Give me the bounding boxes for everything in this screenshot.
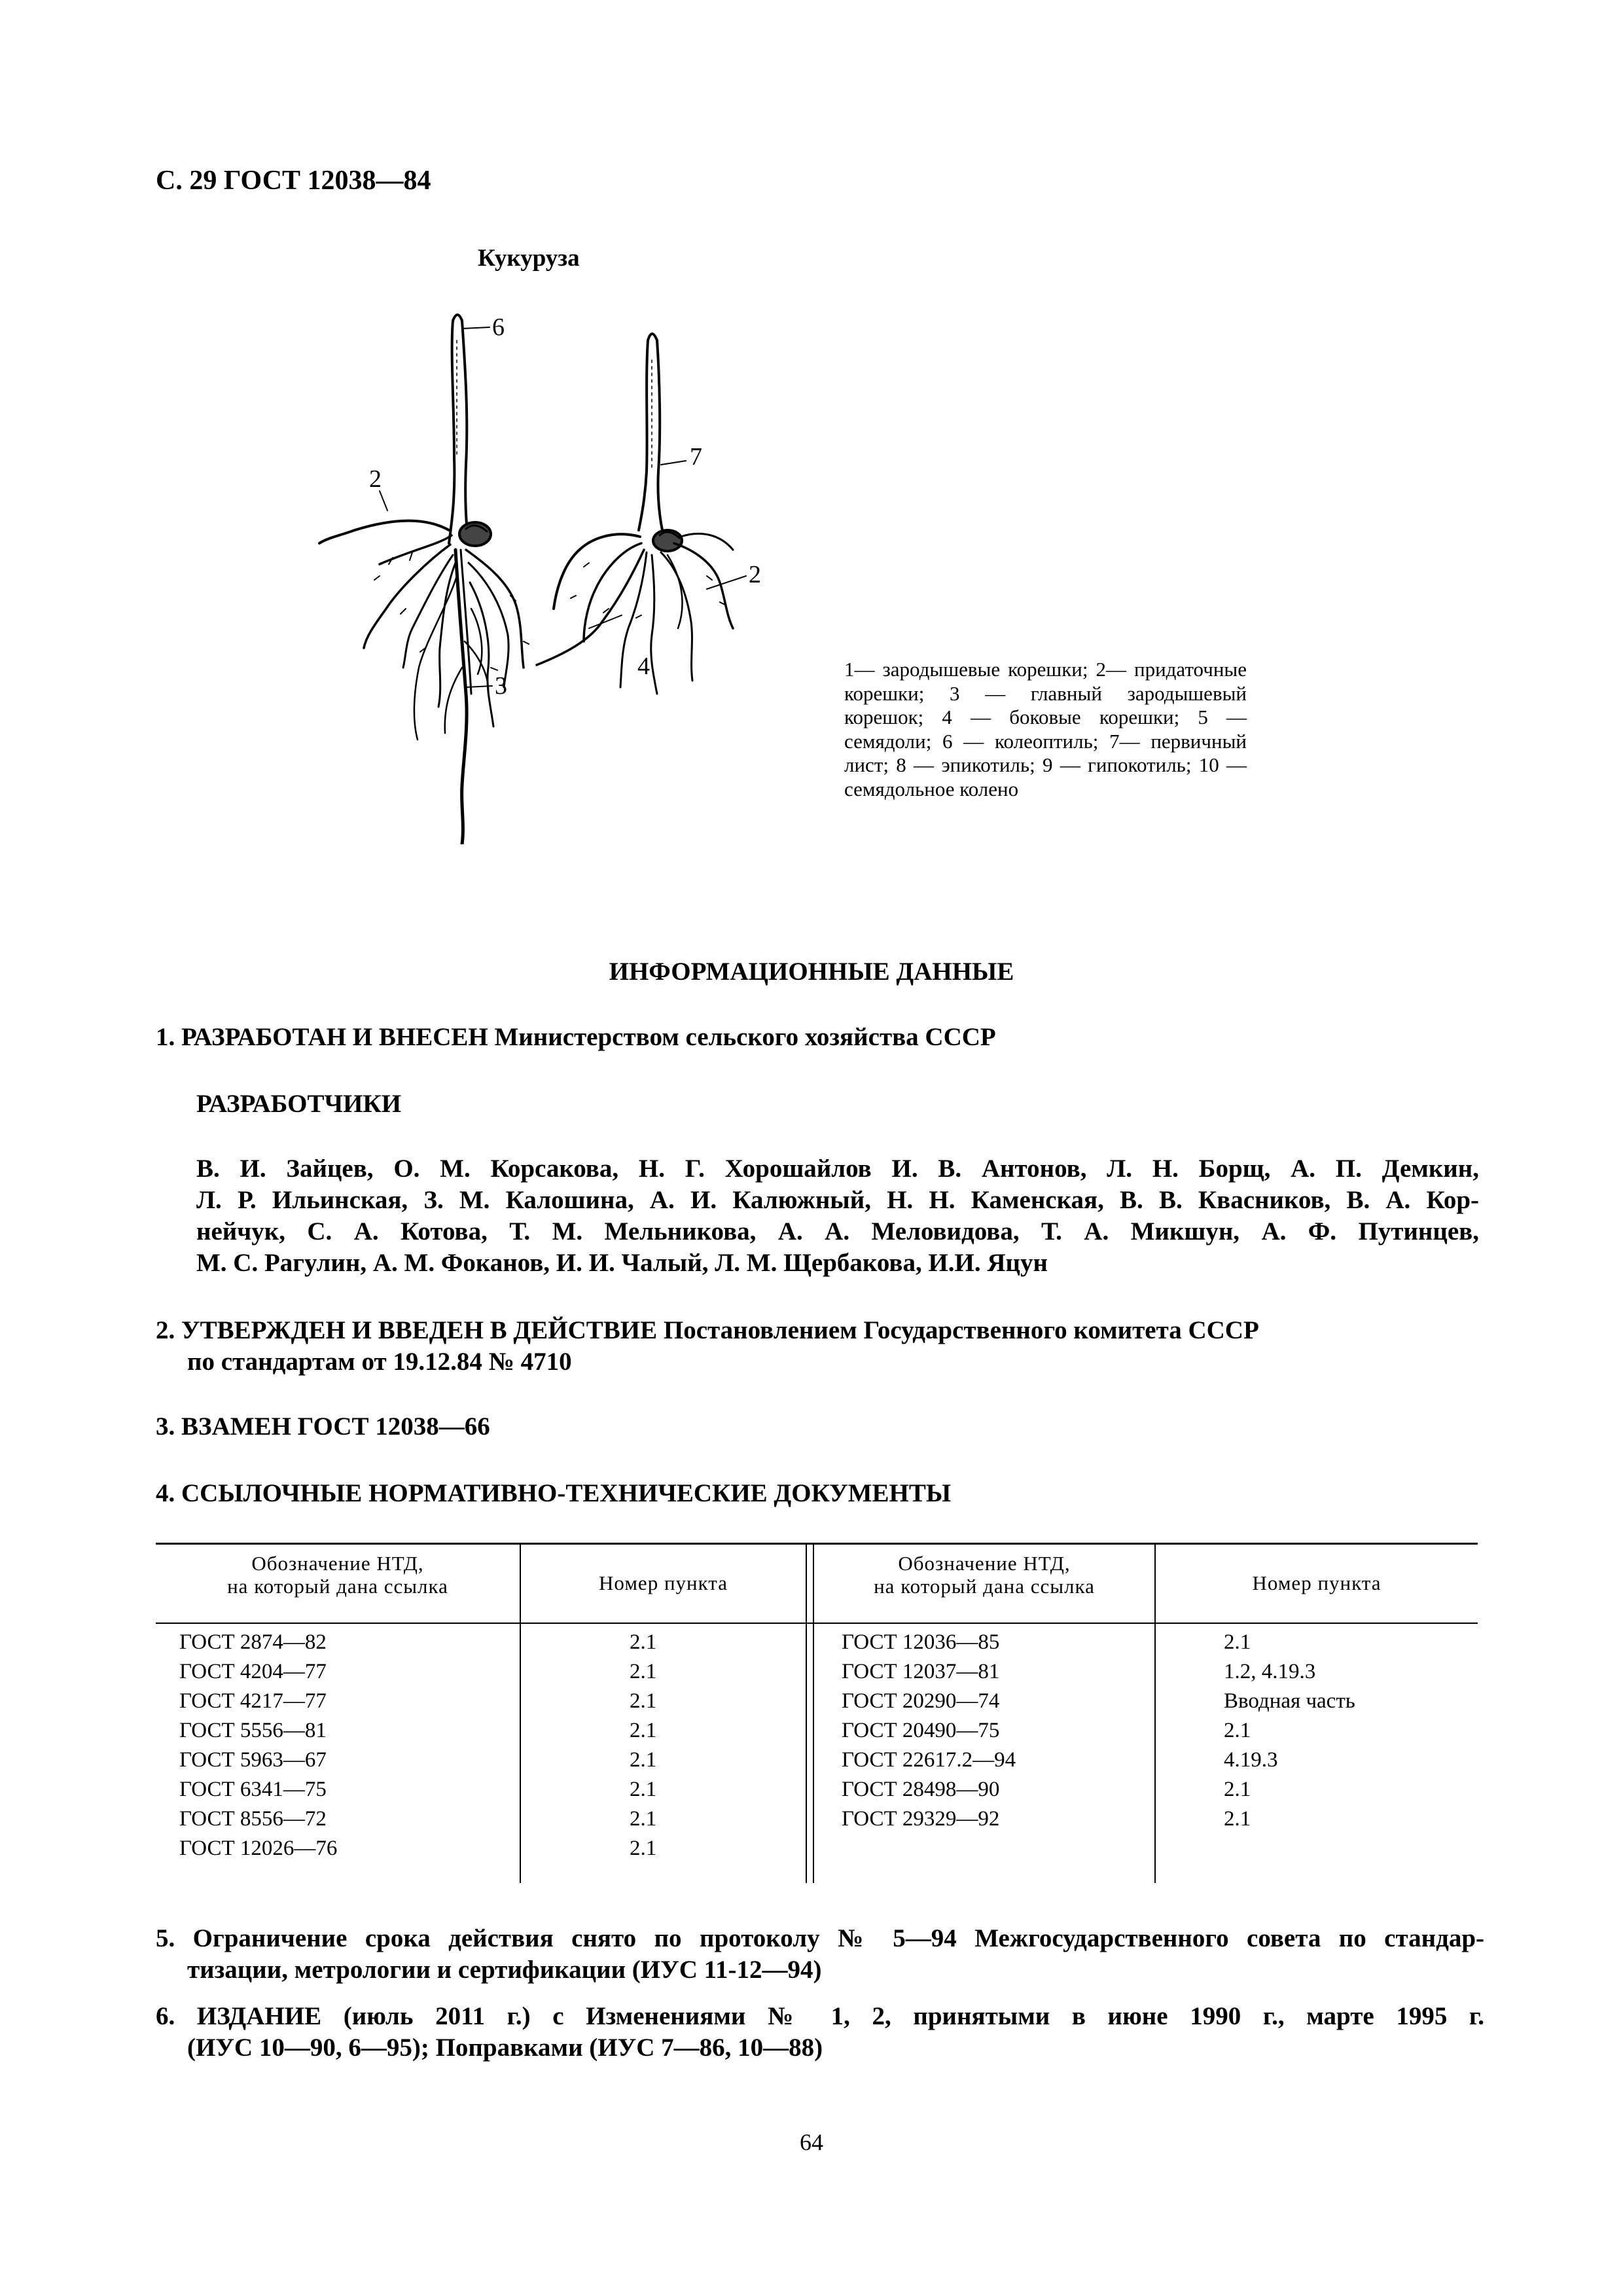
item-edition-line1: 6. ИЗДАНИЕ (июль 2011 г.) с Изменениями № 1, 2, принятыми в июне 1990 г., марте 1995 г. [156,2002,1484,2030]
item-reference-documents: 4. ССЫЛОЧНЫЕ НОРМАТИВНО-ТЕХНИЧЕСКИЕ ДОКУМЕНТЫ [156,1479,952,1507]
item-edition [156,2001,1484,2064]
table-cell: ГОСТ 22617.2—94 [842,1748,1016,1772]
item-developed-by: 1. РАЗРАБОТАН И ВНЕСЕН Министерством сельского хозяйства СССР [156,1023,996,1051]
running-head: С. 29 ГОСТ 12038—84 [156,166,431,196]
header-clause-left: Номер пункта [599,1571,728,1594]
header-ntd-right [814,1552,1154,1598]
item-edition-line2: (ИУС 10—90, 6—95); Поправками (ИУС 7—86, 10—88) [187,2034,823,2062]
table-top-rule [156,1543,1478,1545]
left-clause-column [630,1628,656,1863]
right-seedling [537,334,733,694]
table-cell: ГОСТ 5556—81 [179,1719,327,1742]
table-cell: Вводная часть [1224,1689,1355,1713]
table-cell: ГОСТ 29329—92 [842,1807,1000,1831]
table-cell: ГОСТ 4204—77 [179,1660,327,1683]
table-cell: ГОСТ 8556—72 [179,1807,327,1831]
table-header-rule [156,1623,1478,1624]
maize-seedling-figure [314,301,812,844]
left-seedling [319,315,529,844]
developers-list [196,1153,1479,1279]
developers-line: Л. Р. Ильинская, З. М. Калошина, А. И. Калюжный, Н. Н. Каменская, В. В. Квасников, В. А. Кор- [196,1186,1479,1214]
table-cell: ГОСТ 12026—76 [179,1837,338,1860]
table-cell: 2.1 [630,1778,657,1801]
header-ntd-line2: на который дана ссылка [874,1575,1095,1598]
developers-line: нейчук, С. А. Котова, Т. М. Мельникова, А. А. Меловидова, Т. А. Микшун, А. Ф. Путинцев, [196,1217,1479,1246]
developers-line: М. С. Рагулин, А. М. Фоканов, И. И. Чалый, Л. М. Щербакова, И.И. Яцун [196,1249,1048,1277]
header-ntd-left [156,1552,520,1598]
table-cell: 2.1 [630,1837,657,1860]
item-validity-line2: тизации, метрологии и сертификации (ИУС 11-12—94) [187,1956,822,1984]
table-cell: ГОСТ 5963—67 [179,1748,327,1772]
header-ntd-line1: Обозначение НТД, [898,1552,1071,1575]
table-cell: 2.1 [630,1630,657,1654]
table-cell: 2.1 [1224,1778,1251,1801]
reference-table [156,1543,1478,1883]
figure-label-6: 6 [492,314,505,341]
table-cell: ГОСТ 20290—74 [842,1689,1000,1713]
header-clause-right: Номер пункта [1252,1571,1382,1594]
table-cell: ГОСТ 12037—81 [842,1660,1000,1683]
section-title: ИНФОРМАЦИОННЫЕ ДАННЫЕ [609,958,1014,986]
table-cell: ГОСТ 28498—90 [842,1778,1000,1801]
figure-label-3: 3 [495,672,507,700]
figure-label-7: 7 [690,443,702,471]
item-approved [156,1315,1465,1378]
figure-label-2-right: 2 [749,561,761,588]
table-cell: 2.1 [630,1748,657,1772]
figure-label-4: 4 [637,653,650,680]
page-number: 64 [800,2129,823,2155]
header-ntd-line1: Обозначение НТД, [251,1552,424,1575]
item-validity [156,1923,1484,1986]
item-approved-line1: 2. УТВЕРЖДЕН И ВВЕДЕН В ДЕЙСТВИЕ Постановлением Государственного комитета СССР [156,1316,1259,1344]
table-cell: 2.1 [630,1807,657,1831]
table-cell: 2.1 [630,1719,657,1742]
table-cell: ГОСТ 4217—77 [179,1689,327,1713]
table-cell: 2.1 [1224,1719,1251,1742]
developers-line: В. И. Зайцев, О. М. Корсакова, Н. Г. Хорошайлов И. В. Антонов, Л. Н. Борщ, А. П. Демкин, [196,1155,1479,1183]
table-cell: 2.1 [1224,1807,1251,1831]
right-clause-column [1224,1628,1355,1834]
table-cell: 2.1 [630,1660,657,1683]
header-ntd-line2: на который дана ссылка [227,1575,448,1598]
table-cell: 2.1 [630,1689,657,1713]
item-validity-line1: 5. Ограничение срока действия снято по протоколу № 5—94 Межгосударственного совета по стандар- [156,1924,1484,1952]
table-double-rule-a [806,1543,807,1883]
table-cell: ГОСТ 12036—85 [842,1630,1000,1654]
figure-label-2-left: 2 [369,465,382,493]
table-cell: 1.2, 4.19.3 [1224,1660,1316,1683]
table-cell: ГОСТ 20490—75 [842,1719,1000,1742]
item-approved-line2: по стандартам от 19.12.84 № 4710 [187,1348,572,1376]
item-replaces: 3. ВЗАМЕН ГОСТ 12038—66 [156,1412,490,1441]
figure-title: Кукуруза [478,245,580,272]
figure-legend: 1— зародышевые корешки; 2— придаточные корешки; 3 — главный зародышевый корешок; 4 — боковые корешки; 5 — семядоли; 6 — колеоптиль; 7— первичный лист; 8 — эпикотиль; 9 — гипокотиль; 10 — семядольное колено [844,658,1247,800]
table-cell: ГОСТ 6341—75 [179,1778,327,1801]
right-ntd-column [842,1628,1016,1834]
developers-heading: РАЗРАБОТЧИКИ [196,1090,402,1118]
table-cell: 4.19.3 [1224,1748,1278,1772]
table-cell: ГОСТ 2874—82 [179,1630,327,1654]
table-cell: 2.1 [1224,1630,1251,1654]
left-ntd-column [179,1628,337,1863]
